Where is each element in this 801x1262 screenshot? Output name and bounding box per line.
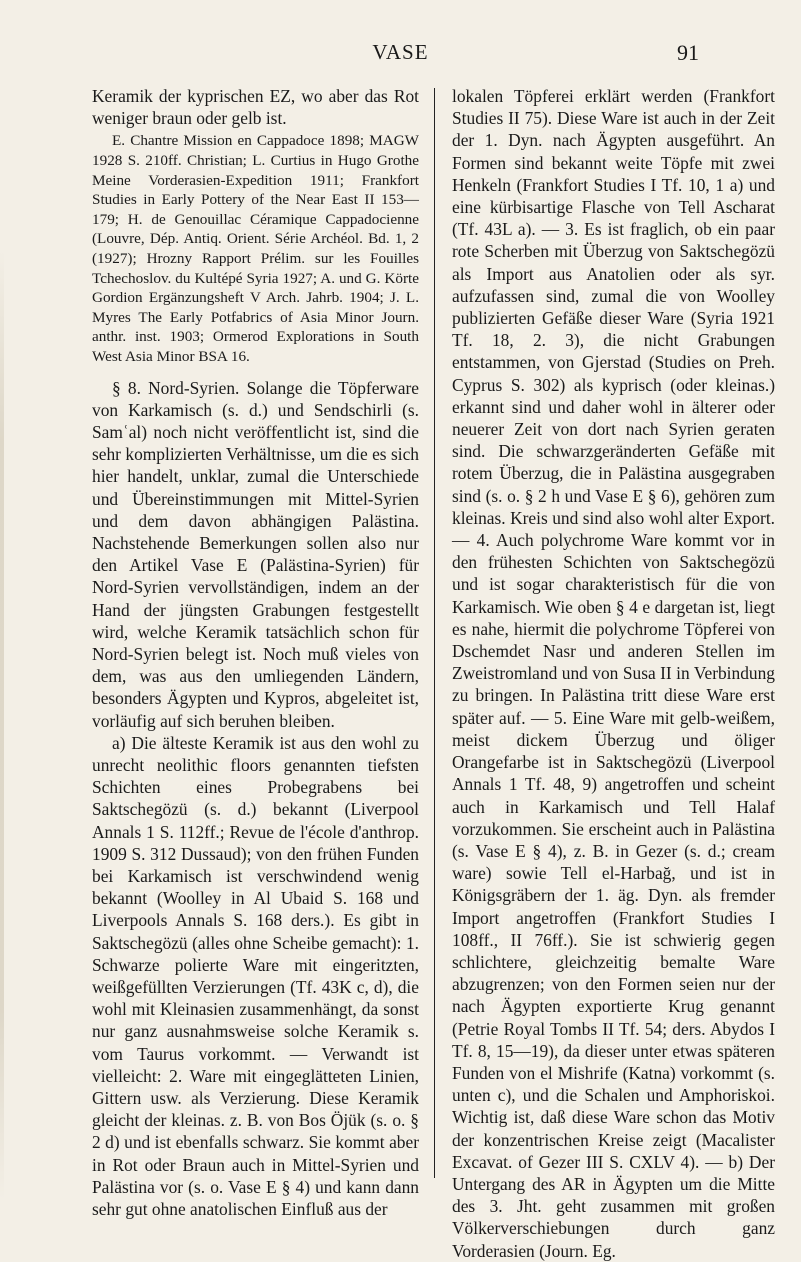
- column-divider: [434, 88, 435, 1178]
- paragraph: a) Die älteste Keramik ist aus den wohl zu unrecht neolithic floors genannten tiefsten Schichten eines Probegrabens bei Saktschegözü (s. d.) bekannt (Liverpool Annals 1 S. 112ff.; Revue de l'école d'anthrop. 1909 S. 312 Dussaud); von den frühen Funden bei Karkamisch ist verschwindend wenig bekannt (Woolley in Al Ubaid S. 168 und Liverpools Annals S. 168 ders.). Es gibt in Saktschegözü (alles ohne Scheibe gemacht): 1. Schwarze polierte Ware mit eingeritzten, weißgefüllten Verzierungen (Tf. 43K c, d), die wohl mit Kleinasien zusammenhängt, da sonst nur ganz ausnahmsweise solche Keramik s. vom Taurus vorkommt. — Verwandt ist vielleicht: 2. Ware mit eingeglätteten Linien, Gittern usw. als Verzierung. Diese Keramik gleicht der kleinas. z. B. von Bos Öjük (s. o. § 2 d) und ist ebenfalls schwarz. Sie kommt aber in Rot oder Braun auch in Mittel-Syrien und Palästina vor (s. o. Vase E § 4) und kann dann sehr gut ohne anatolischen Einfluß aus der: [92, 732, 419, 1220]
- paragraph: § 8. Nord-Syrien. Solange die Töpferware von Karkamisch (s. d.) und Sendschirli (s. Samʿal) noch nicht veröffentlicht ist, sind die sehr komplizierten Verhältnisse, um die es sich hier handelt, unklar, zumal die Unterschiede und Übereinstimmungen mit Mittel-Syrien und dem davon abhängigen Palästina. Nachstehende Bemerkungen sollen also nur den Artikel Vase E (Palästina-Syrien) für Nord-Syrien vervollständigen, indem an der Hand der jüngsten Grabungen festgestellt wird, welche Keramik tatsächlich schon für Nord-Syrien belegt ist. Noch muß vieles von dem, was aus den umliegenden Ländern, besonders Ägypten und Kypros, abgeleitet ist, vorläufig auf sich beruhen bleiben.: [92, 377, 419, 731]
- right-column: [452, 85, 775, 1261]
- page-edge-shadow: [0, 250, 4, 1200]
- page-number: 91: [677, 40, 699, 65]
- paragraph: lokalen Töpferei erklärt werden (Frankfort Studies II 75). Diese Ware ist auch in der Zeit der 1. Dyn. nach Ägypten ausgeführt. An Formen sind bekannt weite Töpfe mit zwei Henkeln (Frankfort Studies I Tf. 10, 1 a) und eine kürbisartige Flasche von Tell Ascharat (Tf. 43L a). — 3. Es ist fraglich, ob ein paar rote Scherben mit Überzug von Saktschegözü als Import aus Anatolien oder als syr. aufzufassen sind, zumal die von Woolley publizierten Gefäße dieser Ware (Syria 1921 Tf. 18, 2. 3), die nicht Grabungen entstammen, von Gjerstad (Studies on Preh. Cyprus S. 302) als kyprisch (oder kleinas.) erkannt sind und daher wohl in älterer oder neuerer Zeit von dort nach Syrien geraten sind. Die schwarzgeränderten Gefäße mit rotem Überzug, die in Palästina ausgegraben sind (s. o. § 2 h und Vase E § 6), gehören zum kleinas. Kreis und sind also wohl alter Export. — 4. Auch polychrome Ware kommt vor in den frühesten Schichten von Saktschegözü und ist sogar charakteristisch für die von Karkamisch. Wie oben § 4 e dargetan ist, liegt es nahe, hiermit die polychrome Töpferei von Dschemdet Nasr und anderen Stellen im Zweistromland und von Susa II in Verbindung zu bringen. In Palästina tritt diese Ware erst später auf. — 5. Eine Ware mit gelb-weißem, meist dickem Überzug und öliger Orangefarbe ist in Saktschegözü (Liverpool Annals 1 Tf. 48, 9) angetroffen und scheint auch in Karkamisch und Tell Halaf vorzukommen. Sie erscheint auch in Palästina (s. Vase E § 4), z. B. in Gezer (s. d.; cream ware) sowie Tell el-Harbağ, und ist in Königsgräbern der 1. äg. Dyn. als fremder Import angetroffen (Frankfort Studies I 108ff., II 76ff.). Sie ist schwierig gegen schlichtere, gleichzeitig bemalte Ware abzugrenzen; von den Formen seien nur der nach Ägypten exportierte Krug genannt (Petrie Royal Tombs II Tf. 54; ders. Abydos I Tf. 8, 15—19), da dieser unter etwas späteren Funden von el Mishrife (Katna) vorkommt (s. unten c), und die Schalen und Amphoriskoi. Wichtig ist, daß diese Ware schon das Motiv der konzentrischen Kreise zeigt (Macalister Excavat. of Gezer III S. CXLV 4). — b) Der Untergang des AR in Ägypten um die Mitte des 3. Jht. geht zusammen mit großen Völkerverschiebungen durch ganz Vorderasien (Journ. Eg.: [452, 86, 775, 1261]
- bibliography-block: E. Chantre Mission en Cappadoce 1898; MAGW 1928 S. 210ff. Christian; L. Curtius in Hugo Grothe Meine Vorderasien-Expedition 1911; Frankfort Studies in Early Pottery of the Near East II 153—179; H. de Genouillac Céramique Cappadocienne (Louvre, Dép. Antiq. Orient. Série Archéol. Bd. 1, 2 (1927); Hrozny Rapport Prélim. sur les Fouilles Tchechoslov. du Kultépé Syria 1927; A. und G. Körte Gordion Ergänzungsheft V Arch. Jahrb. 1904; J. L. Myres The Early Potfabrics of Asia Minor Journ. anthr. inst. 1903; Ormerod Explorations in South West Asia Minor BSA 16.: [92, 132, 419, 365]
- running-head: VASE: [372, 40, 429, 64]
- page-header: [0, 40, 801, 70]
- paragraph: Keramik der kyprischen EZ, wo aber das Rot weniger braun oder gelb ist.: [92, 86, 419, 129]
- left-column: [92, 85, 419, 1220]
